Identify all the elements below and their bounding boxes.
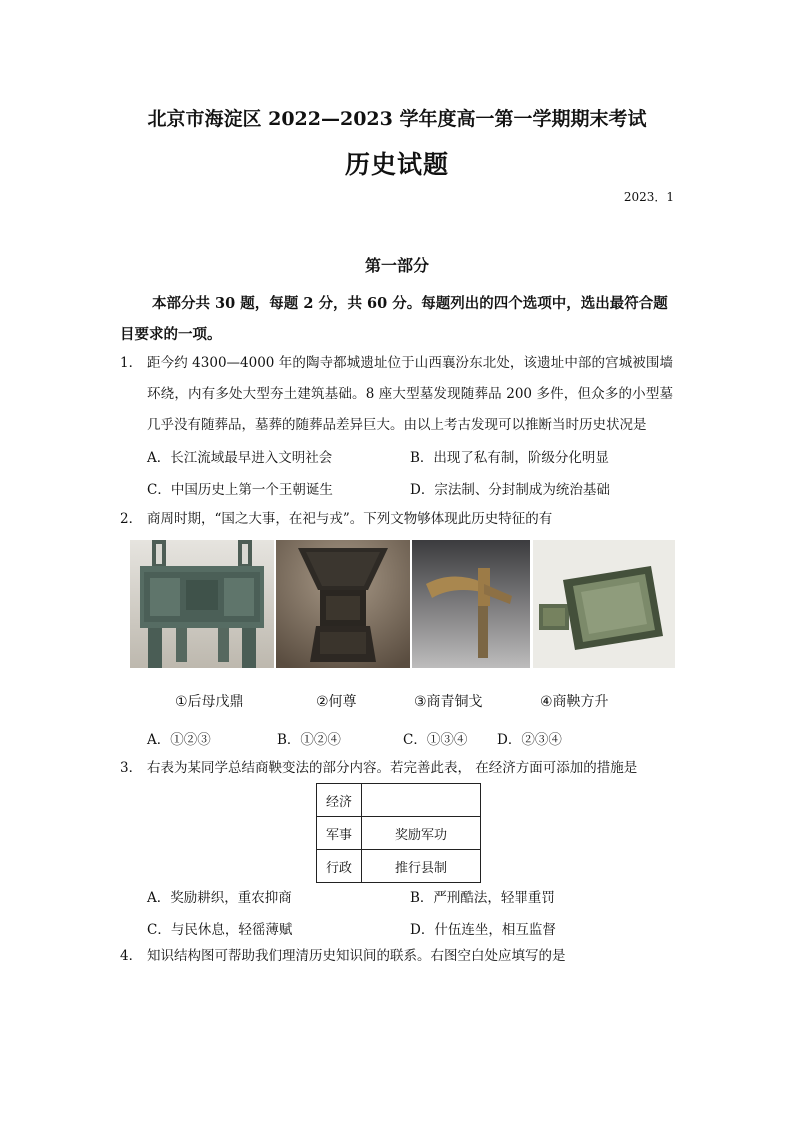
q3-stem: 右表为某同学总结商鞅变法的部分内容。若完善此表， 在经济方面可添加的措施是 <box>147 760 638 776</box>
artifact-caption-1: ①后母戊鼎 <box>175 694 244 710</box>
q1-stem: 距今约 4300—4000 年的陶寺都城遗址位于山西襄汾东北处，该遗址中部的宫城被围墙环绕，内有多处大型夯土建筑基础。8 座大型墓发现随葬品 200 多件，但众多的小型墓几乎没有随葬品，墓葬的随葬品差异巨大。由以上考古发现可以推断当时历史状况是 <box>147 355 673 433</box>
table-row <box>317 850 481 883</box>
q1-number: 1． <box>120 355 143 371</box>
artifact-caption-4: ④商鞅方升 <box>540 694 609 710</box>
artifact-caption-3: ③商青铜戈 <box>414 694 483 710</box>
q2-option-b[interactable]: B．①②④ <box>277 732 341 748</box>
q2-option-c[interactable]: C．①③④ <box>403 732 468 748</box>
q3-option-a[interactable]: A．奖励耕织，重农抑商 <box>147 890 292 906</box>
q3-option-b[interactable]: B．严刑酷法，轻罪重罚 <box>410 890 555 906</box>
q4-stem: 知识结构图可帮助我们理清历史知识间的联系。右图空白处应填写的是 <box>147 948 566 964</box>
q1-option-d[interactable]: D．宗法制、分封制成为统治基础 <box>410 482 610 498</box>
table-cell-category: 经济 <box>317 784 362 817</box>
artifact-image-bronze-dagger-axe <box>412 540 530 668</box>
exam-date: 2023．1 <box>623 190 674 204</box>
artifact-image-he-zun <box>276 540 410 668</box>
artifact-image-houmuwu-ding <box>130 540 274 668</box>
q3-option-d[interactable]: D．什伍连坐，相互监督 <box>410 922 556 938</box>
q2-stem: 商周时期，“国之大事，在祀与戎”。下列文物够体现此历史特征的有 <box>147 511 553 527</box>
q2-option-a[interactable]: A．①②③ <box>147 732 211 748</box>
q2-option-d[interactable]: D．②③④ <box>497 732 562 748</box>
artifact-image-shang-yang-fangsheng <box>533 540 675 668</box>
part-heading: 第一部分 <box>364 256 429 275</box>
q4-number: 4． <box>120 948 143 964</box>
reform-summary-table <box>316 783 481 883</box>
table-cell-measure: 奖励军功 <box>362 817 481 850</box>
table-cell-category: 军事 <box>317 817 362 850</box>
part-instruction: 本部分共 30 题，每题 2 分，共 60 分。每题列出的四个选项中，选出最符合题目要求的一项。 <box>120 295 668 343</box>
q1-option-b[interactable]: B．出现了私有制，阶级分化明显 <box>410 450 609 466</box>
table-row <box>317 817 481 850</box>
q3-option-c[interactable]: C．与民休息，轻徭薄赋 <box>147 922 293 938</box>
subject-title: 历史试题 <box>344 150 449 179</box>
artifact-caption-2: ②何尊 <box>316 694 357 710</box>
table-cell-category: 行政 <box>317 850 362 883</box>
q1-option-a[interactable]: A．长江流域最早进入文明社会 <box>147 450 333 466</box>
table-cell-blank <box>362 784 481 817</box>
q3-number: 3． <box>120 760 143 776</box>
table-row <box>317 784 481 817</box>
q2-number: 2． <box>120 511 143 527</box>
q1-option-c[interactable]: C．中国历史上第一个王朝诞生 <box>147 482 333 498</box>
exam-title: 北京市海淀区 2022—2023 学年度高一第一学期期末考试 <box>147 108 647 130</box>
table-cell-measure: 推行县制 <box>362 850 481 883</box>
